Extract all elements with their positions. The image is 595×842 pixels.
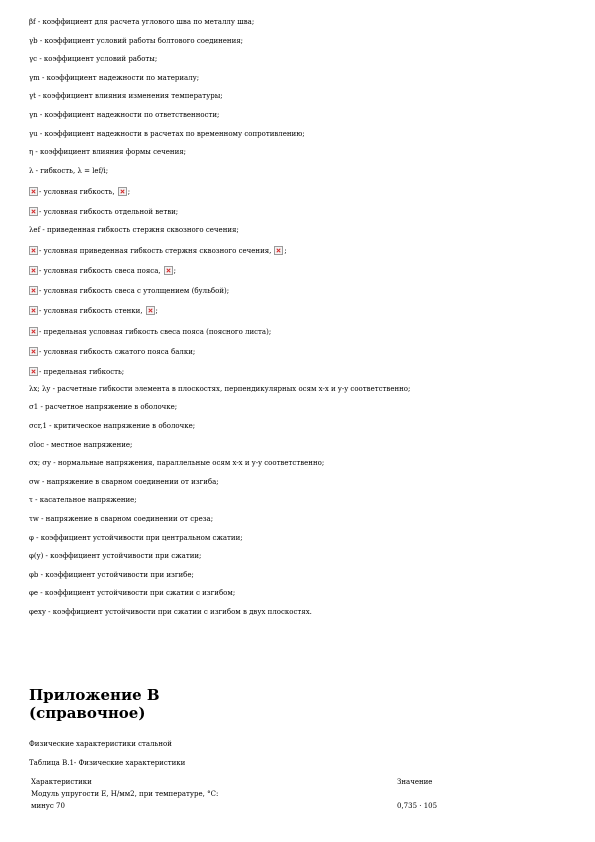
table-caption: Таблица В.1- Физические характеристики [29,759,186,767]
table-header: Значение [397,778,433,786]
symbol-line: σcr,1 - критическое напряжение в оболочке; [29,421,196,430]
symbol-line [29,244,569,255]
symbol-text: - условная приведенная гибкость стержня сквозного сечения, [39,247,272,256]
table-header: Характеристики [31,778,92,786]
table-cell: минус 70 [31,802,65,810]
symbol-line: τw - напряжение в сварном соединении от среза; [29,514,214,523]
broken-image-icon [29,187,38,196]
symbol-text: - условная гибкость свеса с утолщением (бульбой); [39,287,230,296]
symbol-line: φe - коэффициент устойчивости при сжатии с изгибом; [29,589,236,598]
broken-image-icon [29,367,38,376]
symbol-line: γn - коэффициент надежности по ответственности; [29,110,220,119]
symbol-line [29,325,569,336]
symbol-line: γc - коэффициент условий работы; [29,55,158,64]
appendix-title [29,686,160,722]
symbol-text: - условная гибкость свеса пояса, [39,267,161,276]
symbol-line [29,205,569,216]
appendix-subtitle: Физические характеристики стальной [29,740,172,748]
symbol-line: φ - коэффициент устойчивости при центральном сжатии; [29,533,243,542]
appendix-title-line2: (справочное) [29,704,146,722]
symbol-line: τ - касательное напряжение; [29,496,137,505]
table-header-row [29,778,449,790]
symbol-line: φexy - коэффициент устойчивости при сжатии с изгибом в двух плоскостях. [29,607,312,616]
table-cell: Модуль упругости E, Н/мм2, при температуре, °С: [31,790,219,798]
symbol-text: - условная гибкость сжатого пояса балки; [39,347,196,356]
symbol-line: σw - напряжение в сварном соединении от изгиба; [29,477,219,486]
symbol-text: - предельная условная гибкость свеса пояса (поясного листа); [39,327,272,336]
broken-image-icon [164,266,173,275]
symbol-line [29,304,569,315]
symbol-line: σ1 - расчетное напряжение в оболочке; [29,403,178,412]
broken-image-icon [146,306,155,315]
symbol-list [29,18,569,627]
symbol-line [29,264,569,275]
physical-properties-table [29,778,449,814]
broken-image-icon [274,246,283,255]
table-row [29,790,449,802]
broken-image-icon [29,207,38,216]
appendix-title-line1: Приложение В [29,686,160,704]
symbol-line: γt - коэффициент влияния изменения температуры; [29,92,223,101]
table-row [29,802,449,814]
symbol-line [29,185,569,196]
broken-image-icon [29,306,38,315]
symbol-line: λ - гибкость, λ = lef/i; [29,166,109,175]
symbol-text: - условная гибкость отдельной ветви; [39,208,179,217]
symbol-punct: ; [284,247,287,256]
symbol-line: βf - коэффициент для расчета углового шва по металлу шва; [29,18,255,26]
symbol-punct: ; [127,188,131,197]
symbol-line [29,365,569,376]
table-cell: 0,735 · 105 [397,802,438,810]
symbol-line [29,345,569,356]
symbol-punct: ; [155,307,158,316]
symbol-line: λef - приведенная гибкость стержня сквозного сечения; [29,225,239,234]
symbol-punct: ; [173,267,176,276]
symbol-line: γb - коэффициент условий работы болтового соединения; [29,36,244,45]
broken-image-icon [29,246,38,255]
symbol-line: λx; λy - расчетные гибкости элемента в плоскостях, перпендикулярных осям x-x и y-y соответственно; [29,384,411,393]
symbol-line: σloc - местное напряжение; [29,440,133,449]
symbol-text: - условная гибкость стенки, [39,307,143,316]
symbol-line: φb - коэффициент устойчивости при изгибе; [29,570,194,579]
symbol-text: - предельная гибкость; [39,367,125,376]
symbol-text: - условная гибкость, [39,188,115,197]
symbol-line: γu - коэффициент надежности в расчетах по временному сопротивлению; [29,129,305,138]
symbol-line: σx; σy - нормальные напряжения, параллельные осям x-x и y-y соответственно; [29,459,325,468]
symbol-line: γm - коэффициент надежности по материалу; [29,73,200,82]
symbol-line: φ(y) - коэффициент устойчивости при сжатии; [29,552,202,561]
symbol-line: η - коэффициент влияния формы сечения; [29,148,187,157]
broken-image-icon [118,187,127,196]
broken-image-icon [29,286,38,295]
symbol-line [29,284,569,295]
broken-image-icon [29,347,38,356]
broken-image-icon [29,327,38,336]
broken-image-icon [29,266,38,275]
